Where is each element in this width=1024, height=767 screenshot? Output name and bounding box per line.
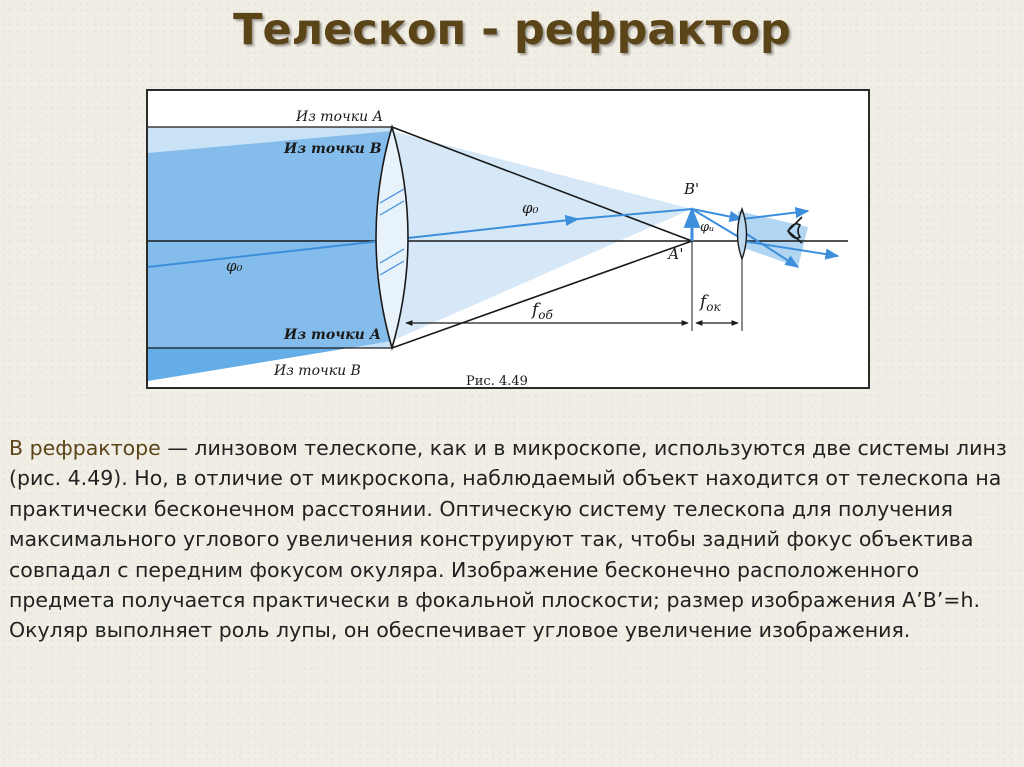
label-from-a-top: Из точки А <box>296 109 384 125</box>
refractor-diagram <box>146 89 870 389</box>
label-f-ob: $f_{об}$ <box>532 300 553 322</box>
beam-from-a <box>148 127 392 348</box>
lead-term: В рефракторе <box>9 436 161 460</box>
label-phi-u: φᵤ <box>700 220 715 235</box>
label-from-a-bottom: Из точки А <box>284 327 382 343</box>
diagram-svg <box>148 91 872 391</box>
label-from-b-top: Из точки В <box>284 141 382 157</box>
figure-caption: Рис. 4.49 <box>466 374 528 389</box>
label-phi0-lower: φ₀ <box>226 257 243 275</box>
body-paragraph <box>9 433 1009 646</box>
label-phi0-upper: φ₀ <box>522 199 539 217</box>
body-text: — линзовом телескопе, как и в микроскопе, используются две системы линз (рис. 4.49). Но, в отличие от микроскопа, наблюдаемый объект находится от телескопа на практически бесконечном расстоянии. Оптическую систему телескопа для получения максимального углового увеличения конструируют так, чтобы задний фокус объектива совпадал с передним фокусом окуляра. Изображение бесконечно расположенного предмета получается практически в фокальной плоскости; размер изображения A’B’=h. Окуляр выполняет роль лупы, он обеспечивает угловое увеличение изображения. <box>9 436 1007 643</box>
label-b-prime: В' <box>684 180 700 198</box>
label-from-b-bottom: Из точки В <box>274 363 361 379</box>
slide-title: Телескоп - рефрактор <box>233 5 791 55</box>
label-a-prime: А' <box>668 245 684 263</box>
label-f-ok: $f_{ок}$ <box>700 292 721 314</box>
